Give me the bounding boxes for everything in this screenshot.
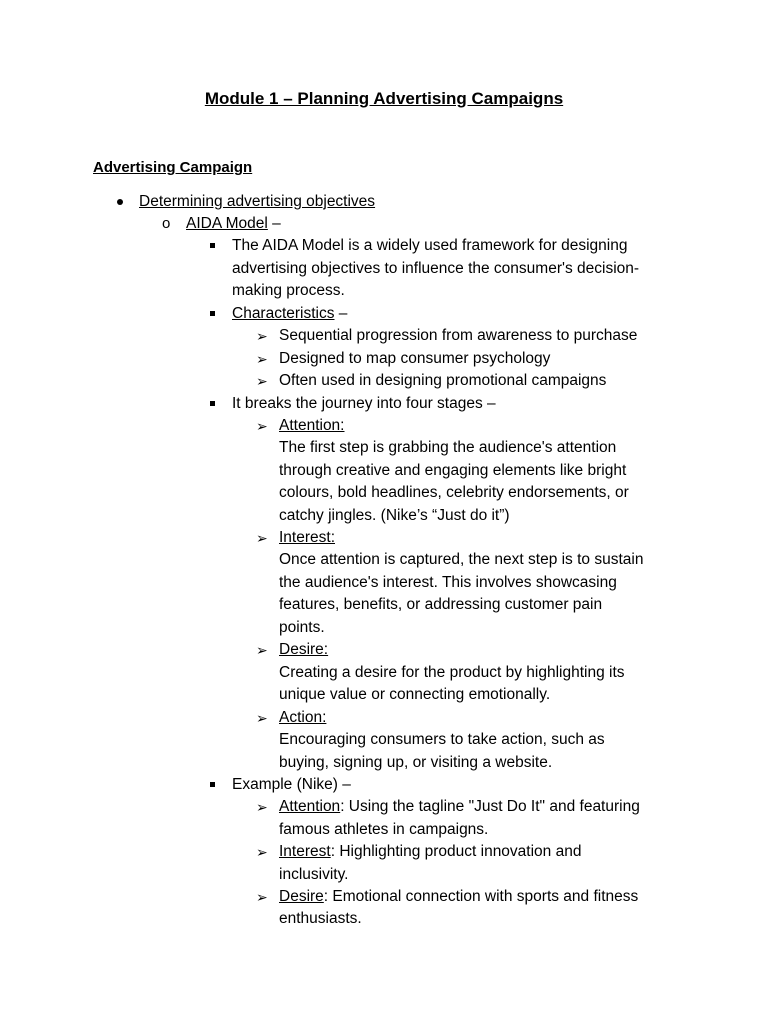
stage-line: points. <box>279 619 325 636</box>
example-text: : Highlighting product innovation and <box>330 843 582 860</box>
stage-line: colours, bold headlines, celebrity endorsements, or <box>279 484 629 501</box>
stage-label: Action: <box>279 709 327 726</box>
characteristic-item: Designed to map consumer psychology <box>279 350 551 367</box>
characteristics-dash: – <box>334 305 348 322</box>
arrow-bullet-icon: ➢ <box>256 710 268 726</box>
example-label: Interest <box>279 843 331 860</box>
example-line: famous athletes in campaigns. <box>279 821 489 838</box>
example-text: : Emotional connection with sports and fitness <box>323 888 639 905</box>
arrow-bullet-icon: ➢ <box>256 844 268 860</box>
stage-line: unique value or connecting emotionally. <box>279 686 551 703</box>
example-item <box>279 841 581 864</box>
arrow-bullet-icon: ➢ <box>256 373 268 389</box>
level1-item: Determining advertising objectives <box>139 193 376 210</box>
aida-desc-line: The AIDA Model is a widely used framework for designing <box>232 237 628 254</box>
bullet-square <box>210 311 215 316</box>
example-line: enthusiasts. <box>279 910 362 927</box>
example-item <box>279 796 640 819</box>
stage-line: through creative and engaging elements like bright <box>279 462 627 479</box>
bullet-square <box>210 243 215 248</box>
characteristics-label: Characteristics <box>232 305 335 322</box>
stage-line: Once attention is captured, the next step is to sustain <box>279 551 644 568</box>
stage-label: Attention: <box>279 417 345 434</box>
stage-line: The first step is grabbing the audience's attention <box>279 439 617 456</box>
aida-heading <box>186 213 281 236</box>
stage-line: the audience's interest. This involves showcasing <box>279 574 617 591</box>
example-intro: Example (Nike) – <box>232 776 351 793</box>
bullet-square <box>210 782 215 787</box>
arrow-bullet-icon: ➢ <box>256 328 268 344</box>
example-label: Desire <box>279 888 324 905</box>
aida-desc-line: advertising objectives to influence the consumer's decision- <box>232 260 640 277</box>
example-label: Attention <box>279 798 341 815</box>
stage-line: Encouraging consumers to take action, such as <box>279 731 605 748</box>
arrow-bullet-icon: ➢ <box>256 351 268 367</box>
stage-label: Interest: <box>279 529 335 546</box>
example-item <box>279 886 638 909</box>
arrow-bullet-icon: ➢ <box>256 889 268 905</box>
bullet-dot <box>117 199 123 205</box>
aida-label: AIDA Model <box>186 215 268 232</box>
page-title: Module 1 – Planning Advertising Campaigns <box>204 89 564 108</box>
characteristics-heading <box>232 303 347 326</box>
characteristic-item: Sequential progression from awareness to purchase <box>279 327 638 344</box>
example-line: inclusivity. <box>279 866 349 883</box>
stages-intro: It breaks the journey into four stages – <box>232 395 496 412</box>
stage-line: features, benefits, or addressing customer pain <box>279 596 603 613</box>
arrow-bullet-icon: ➢ <box>256 530 268 546</box>
stage-line: buying, signing up, or visiting a website. <box>279 754 553 771</box>
arrow-bullet-icon: ➢ <box>256 799 268 815</box>
arrow-bullet-icon: ➢ <box>256 418 268 434</box>
stage-line: Creating a desire for the product by highlighting its <box>279 664 625 681</box>
bullet-square <box>210 401 215 406</box>
aida-dash: – <box>267 215 281 232</box>
stage-label: Desire: <box>279 641 329 658</box>
bullet-circle: o <box>162 215 171 232</box>
example-text: : Using the tagline "Just Do It" and featuring <box>340 798 640 815</box>
characteristic-item: Often used in designing promotional campaigns <box>279 372 607 389</box>
section-heading: Advertising Campaign <box>93 159 253 176</box>
arrow-bullet-icon: ➢ <box>256 642 268 658</box>
aida-desc-line: making process. <box>232 282 345 299</box>
stage-line: catchy jingles. (Nike’s “Just do it”) <box>279 507 510 524</box>
